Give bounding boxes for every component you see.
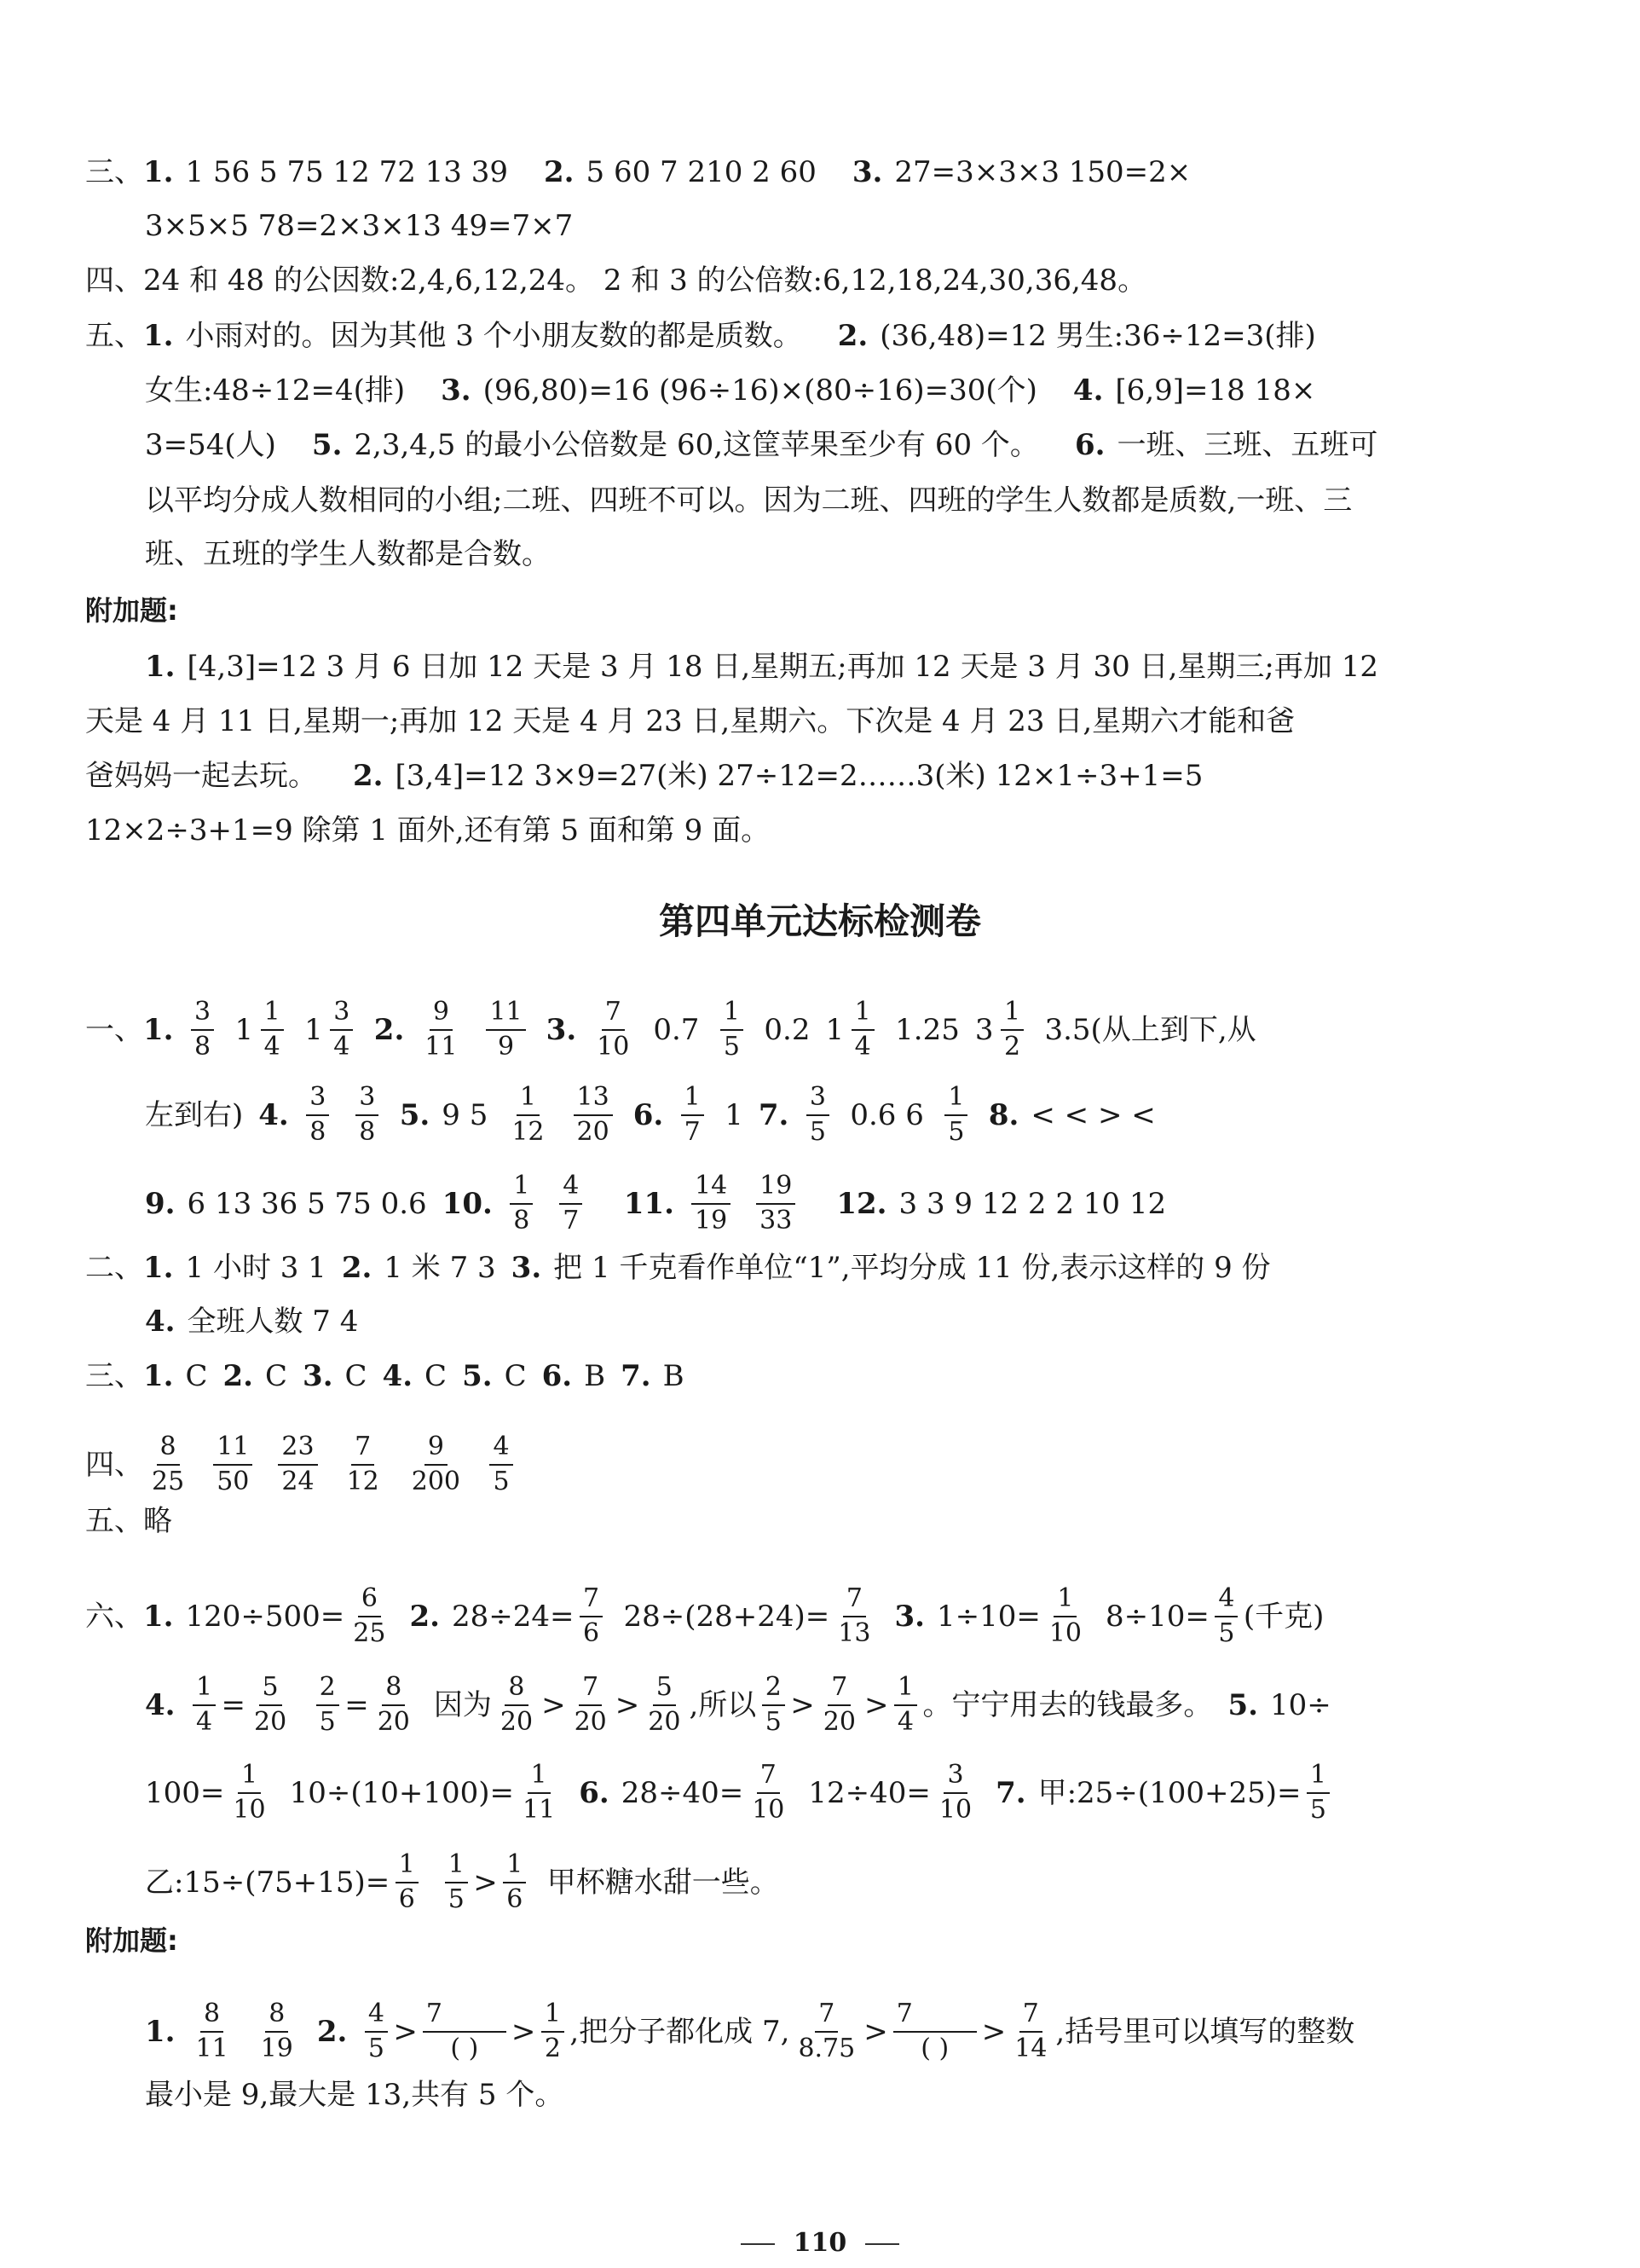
answer-text: 四、24 和 48 的公因数:2,4,6,12,24。 2 和 3 的公倍数:6,12,18,24,30,36,48。 (85, 263, 1147, 298)
answer-text: 10÷ (1269, 1687, 1331, 1722)
fraction: $\frac{8}{25}$ (152, 1432, 185, 1496)
answer-line (85, 1251, 1555, 1285)
answer-text: (36,48)=12 男生:36÷12=3(排) (880, 319, 1316, 353)
answer-line (85, 759, 1555, 793)
answer-text: 班、五班的学生人数都是合数。 (145, 537, 551, 571)
mixed-number: 1 $\frac{1}{4}$ (826, 998, 881, 1062)
item-number: 3. (852, 155, 883, 189)
answer-line (85, 1504, 1555, 1538)
item-number: 2. (409, 1599, 440, 1634)
answer-text: ,把分子都化成 7, (569, 2014, 790, 2049)
fraction: $\frac{1}{6}$ (395, 1850, 419, 1914)
item-number: 1. (145, 650, 176, 684)
fraction: $\frac{8}{20}$ (377, 1672, 410, 1737)
extra-heading-text: 附加题: (85, 1924, 178, 1957)
fraction: $\frac{7}{14}$ (1014, 1999, 1048, 2063)
choice-answer: B (662, 1359, 684, 1393)
answer-line (85, 155, 1555, 189)
fraction: $\frac{8}{19}$ (260, 1999, 293, 2063)
fraction: $\frac{1}{4}$ (893, 1673, 917, 1737)
answer-line: 乙:15÷(75+15)= $\frac{1}{6}$ $\frac{1}{5}$ > $\frac{1}{6}$ 甲杯糖水甜一些。 (145, 1849, 779, 1914)
item-number: 2. (222, 1359, 254, 1393)
fraction: $\frac{19}{33}$ (756, 1172, 795, 1235)
item-number: 5. (1227, 1687, 1258, 1722)
answer-line (85, 1359, 1555, 1393)
fraction: $\frac{4}{5}$ (489, 1432, 513, 1496)
fraction: $\frac{9}{11}$ (424, 997, 458, 1062)
fraction: $\frac{1}{5}$ (1306, 1761, 1330, 1825)
item-number: 6. (1074, 428, 1106, 462)
fraction: $\frac{3}{10}$ (938, 1760, 973, 1825)
item-number: 12. (836, 1186, 887, 1221)
item-number: 4. (145, 1305, 176, 1339)
item-number: 3. (441, 373, 471, 408)
answer-line (145, 650, 1555, 684)
answer-text: 乙:15÷(75+15)= (145, 1865, 390, 1900)
answer-text: 1 米 7 3 (384, 1251, 496, 1285)
answer-text: 0.6 6 (850, 1097, 924, 1132)
item-number: 4. (382, 1359, 413, 1393)
fraction: $\frac{7}{13}$ (838, 1583, 871, 1648)
extra-heading (85, 594, 1555, 627)
answer-text: ,括号里可以填写的整数 (1055, 2014, 1355, 2049)
fraction: $\frac{7}{20}$ (574, 1672, 607, 1737)
answer-text: [4,3]=12 3 月 6 日加 12 天是 3 月 18 日,星期五;再加 12 天是 3 月 30 日,星期三;再加 12 (187, 650, 1378, 684)
answer-text: 最小是 9,最大是 13,共有 5 个。 (145, 2078, 564, 2112)
fraction: $\frac{3}{8}$ (355, 1083, 379, 1147)
item-number: 1. (143, 319, 174, 353)
answer-text: ,所以 (689, 1687, 757, 1722)
answer-text: 28÷(28+24)= (623, 1599, 830, 1634)
answer-line (145, 1172, 1555, 1235)
answer-line: 1. $\frac{8}{11}$ $\frac{8}{19}$ 2. $\frac{4}{5}$ > $\frac{7}{( )}$ > $\frac{1}{2}$ ,把分子都化成 7, $\frac{7}{8.75}$ > $\frac{7}{( )}$ > $\frac{7}{14}$ ,括号里可以填写的整数 (145, 1999, 1355, 2063)
answer-text: (96,80)=16 (96÷16)×(80÷16)=30(个) (482, 373, 1037, 408)
choice-answer: C (504, 1359, 527, 1393)
fraction: $\frac{7}{6}$ (579, 1584, 603, 1648)
item-number: 3. (546, 1012, 577, 1047)
divider (865, 2243, 899, 2245)
section-label: 五、 (85, 319, 143, 353)
choice-answer: C (185, 1359, 208, 1393)
item-number: 2. (316, 2014, 348, 2049)
item-number: 1. (143, 1012, 174, 1047)
answer-text: 1 (725, 1097, 743, 1132)
page-number (0, 2228, 1640, 2258)
fraction: $\frac{11}{50}$ (213, 1432, 252, 1496)
fraction: $\frac{4}{5}$ (1215, 1584, 1239, 1648)
fraction: $\frac{7}{8.75}$ (798, 1999, 856, 2063)
item-number: 4. (145, 1687, 176, 1722)
fraction: $\frac{7}{( )}$ (423, 1999, 506, 2063)
fraction: $\frac{4}{7}$ (559, 1172, 583, 1235)
answer-text: 3×5×5 78=2×3×13 49=7×7 (145, 209, 574, 243)
answer-line (85, 1584, 1555, 1648)
answer-text: 0.7 (653, 1012, 700, 1047)
answer-text: 12÷40= (808, 1775, 931, 1810)
fraction: $\frac{1}{5}$ (944, 1083, 968, 1147)
fraction: $\frac{1}{4}$ (193, 1673, 217, 1737)
answer-text: 女生:48÷12=4(排) (145, 373, 406, 408)
fraction: $\frac{7}{20}$ (823, 1672, 856, 1737)
item-number: 1. (145, 2014, 176, 2049)
answer-text: 3=54(人) (145, 428, 276, 462)
item-number: 4. (1072, 373, 1104, 408)
item-number: 9. (145, 1186, 176, 1221)
answer-text: 0.2 (764, 1012, 811, 1047)
item-number: 7. (758, 1097, 789, 1132)
answer-text: 因为 (433, 1687, 492, 1722)
answer-text: 28÷40= (621, 1775, 744, 1810)
fraction: $\frac{9}{200}$ (411, 1432, 461, 1496)
item-number: 11. (623, 1186, 674, 1221)
item-number: 2. (341, 1251, 372, 1285)
answer-text: 1 56 5 75 12 72 13 39 (185, 155, 508, 189)
answer-text: [6,9]=18 18× (1115, 373, 1316, 408)
answer-text: 天是 4 月 11 日,星期一;再加 12 天是 4 月 23 日,星期六。下次是 4 月 23 日,星期六才能和爸 (85, 704, 1296, 738)
answer-text: 5 60 7 210 2 60 (586, 155, 817, 189)
fraction: $\frac{1}{10}$ (1048, 1583, 1083, 1648)
answer-line (85, 263, 1555, 298)
choice-answer: C (424, 1359, 448, 1393)
page-number-text: 110 (793, 2228, 847, 2258)
item-number: 6. (541, 1359, 573, 1393)
answer-text: [3,4]=12 3×9=27(米) 27÷12=2……3(米) 12×1÷3+1=5 (395, 759, 1204, 793)
answer-text: 27=3×3×3 150=2× (894, 155, 1192, 189)
answer-line (145, 373, 1555, 408)
fraction: $\frac{1}{10}$ (233, 1760, 266, 1825)
answer-text: 小雨对的。因为其他 3 个小朋友数的都是质数。 (185, 319, 802, 353)
answer-text: 2,3,4,5 的最小公倍数是 60,这筐苹果至少有 60 个。 (354, 428, 1039, 462)
fraction: $\frac{7}{10}$ (597, 997, 630, 1062)
fraction: $\frac{1}{5}$ (444, 1850, 468, 1914)
answer-text: 1÷10= (936, 1599, 1041, 1634)
section-label: 三、 (85, 155, 143, 189)
item-number: 7. (621, 1359, 651, 1393)
answer-text: 爸妈妈一起去玩。 (85, 759, 317, 793)
fraction: $\frac{7}{( )}$ (893, 1999, 977, 2063)
item-number: 6. (632, 1097, 664, 1132)
answer-line (145, 209, 1555, 243)
answer-line (145, 483, 1555, 518)
fraction: $\frac{5}{20}$ (254, 1672, 287, 1737)
answer-text: 一班、三班、五班可 (1117, 428, 1378, 462)
fraction: $\frac{3}{8}$ (191, 998, 215, 1062)
answer-text: 。宁宁用去的钱最多。 (922, 1687, 1213, 1722)
choice-answer: C (344, 1359, 367, 1393)
answer-line (145, 428, 1555, 462)
section-label: 二、 (85, 1251, 143, 1285)
fraction: $\frac{11}{9}$ (486, 998, 525, 1062)
item-number: 4. (258, 1097, 289, 1132)
answer-line (145, 1305, 1555, 1339)
fraction: $\frac{1}{8}$ (510, 1172, 534, 1235)
answer-text: 100= (145, 1775, 225, 1810)
fraction: $\frac{5}{20}$ (648, 1672, 681, 1737)
answer-text: 8÷10= (1106, 1599, 1210, 1634)
fraction: $\frac{14}{19}$ (691, 1172, 730, 1235)
fraction: $\frac{4}{5}$ (364, 1999, 388, 2063)
extra-heading (85, 1924, 1555, 1957)
item-number: 8. (988, 1097, 1019, 1132)
item-number: 5. (311, 428, 343, 462)
fraction: $\frac{1}{7}$ (680, 1083, 704, 1147)
item-number: 6. (579, 1775, 609, 1810)
item-number: 5. (462, 1359, 493, 1393)
item-number: 1. (143, 1599, 174, 1634)
fraction: $\frac{13}{20}$ (574, 1083, 613, 1147)
answer-text: 10÷(10+100)= (289, 1775, 514, 1810)
answer-line (85, 704, 1555, 738)
answer-line (85, 319, 1555, 353)
answer-text: 1 小时 3 1 (185, 1251, 326, 1285)
answer-text: < < > < (1031, 1097, 1156, 1132)
answer-text: 把 1 千克看作单位“1”,平均分成 11 份,表示这样的 9 份 (553, 1251, 1271, 1285)
item-number: 3. (894, 1599, 925, 1634)
divider (741, 2243, 775, 2245)
fraction: $\frac{8}{11}$ (195, 1999, 228, 2063)
answer-line (145, 1761, 1555, 1825)
mixed-number: 1 $\frac{3}{4}$ (304, 998, 359, 1062)
fraction: $\frac{7}{12}$ (346, 1432, 379, 1496)
answer-text: 以平均分成人数相同的小组;二班、四班不可以。因为二班、四班的学生人数都是质数,一班、三 (145, 483, 1353, 518)
item-number: 2. (837, 319, 869, 353)
answer-text: 甲杯糖水甜一些。 (546, 1865, 779, 1900)
answer-text: 9 5 (442, 1097, 488, 1132)
unit-title: 第四单元达标检测卷 (658, 900, 981, 942)
item-number: 7. (996, 1775, 1026, 1810)
mixed-number: 3 $\frac{1}{2}$ (975, 998, 1030, 1062)
fraction: $\frac{1}{5}$ (719, 998, 743, 1062)
answer-text: 12×2÷3+1=9 除第 1 面外,还有第 5 面和第 9 面。 (85, 813, 771, 848)
fraction: $\frac{7}{10}$ (752, 1760, 785, 1825)
choice-answer: B (584, 1359, 606, 1393)
fraction: $\frac{1}{6}$ (503, 1850, 527, 1914)
item-number: 1. (143, 1359, 174, 1393)
answer-text: 120÷500= (185, 1599, 345, 1634)
fraction: $\frac{23}{24}$ (278, 1432, 317, 1496)
answer-text: 五、略 (85, 1504, 172, 1538)
item-number: 2. (353, 759, 384, 793)
answer-line (145, 537, 1555, 571)
section-label: 一、 (85, 1012, 143, 1047)
answer-text: 全班人数 7 4 (187, 1305, 359, 1339)
item-number: 1. (143, 1251, 174, 1285)
item-number: 3. (303, 1359, 333, 1393)
answer-line (145, 2078, 1555, 2112)
answer-line (85, 998, 1555, 1062)
section-label: 三、 (85, 1359, 143, 1393)
item-number: 1. (143, 155, 174, 189)
answer-text: 1.25 (895, 1012, 960, 1047)
fraction: $\frac{2}{5}$ (315, 1673, 339, 1737)
answer-line: 4. $\frac{1}{4}$ = $\frac{5}{20}$ $\frac{2}{5}$ = $\frac{8}{20}$ 因为 $\frac{8}{20}$ > $\frac{7}{20}$ > $\frac{5}{20}$ ,所以 $\frac{2}{5}$ > $\frac{7}{20}$ > $\frac{1}{4}$ 。宁宁用去的钱最多。 5. 10÷ (145, 1672, 1331, 1737)
fraction: $\frac{1}{11}$ (523, 1760, 556, 1825)
fraction: $\frac{1}{12}$ (511, 1082, 545, 1147)
answer-line (85, 1432, 1555, 1496)
answer-line (145, 1083, 1555, 1147)
section-label: 四、 (85, 1447, 143, 1482)
item-number: 3. (511, 1251, 542, 1285)
fraction: $\frac{6}{25}$ (353, 1583, 386, 1648)
fraction: $\frac{2}{5}$ (761, 1673, 785, 1737)
answer-text: (千克) (1243, 1599, 1325, 1634)
answer-text: 3.5(从上到下,从 (1044, 1012, 1256, 1047)
answer-line (85, 813, 1555, 848)
choice-answer: C (265, 1359, 288, 1393)
item-number: 5. (399, 1097, 430, 1132)
extra-heading-text: 附加题: (85, 594, 178, 627)
answer-text: 6 13 36 5 75 0.6 (187, 1186, 427, 1221)
item-number: 2. (544, 155, 575, 189)
answer-text: 左到右) (145, 1097, 244, 1132)
answer-text: 3 3 9 12 2 2 10 12 (898, 1186, 1167, 1221)
section-label: 六、 (85, 1599, 143, 1634)
fraction: $\frac{3}{5}$ (806, 1083, 829, 1147)
answer-text: 甲:25÷(100+25)= (1037, 1775, 1302, 1810)
answer-text: 28÷24= (451, 1599, 575, 1634)
item-number: 10. (442, 1186, 493, 1221)
fraction: $\frac{1}{2}$ (540, 1999, 564, 2063)
fraction: $\frac{8}{20}$ (500, 1672, 534, 1737)
mixed-number: 1 $\frac{1}{4}$ (235, 998, 290, 1062)
fraction: $\frac{3}{8}$ (306, 1083, 330, 1147)
item-number: 2. (373, 1012, 405, 1047)
